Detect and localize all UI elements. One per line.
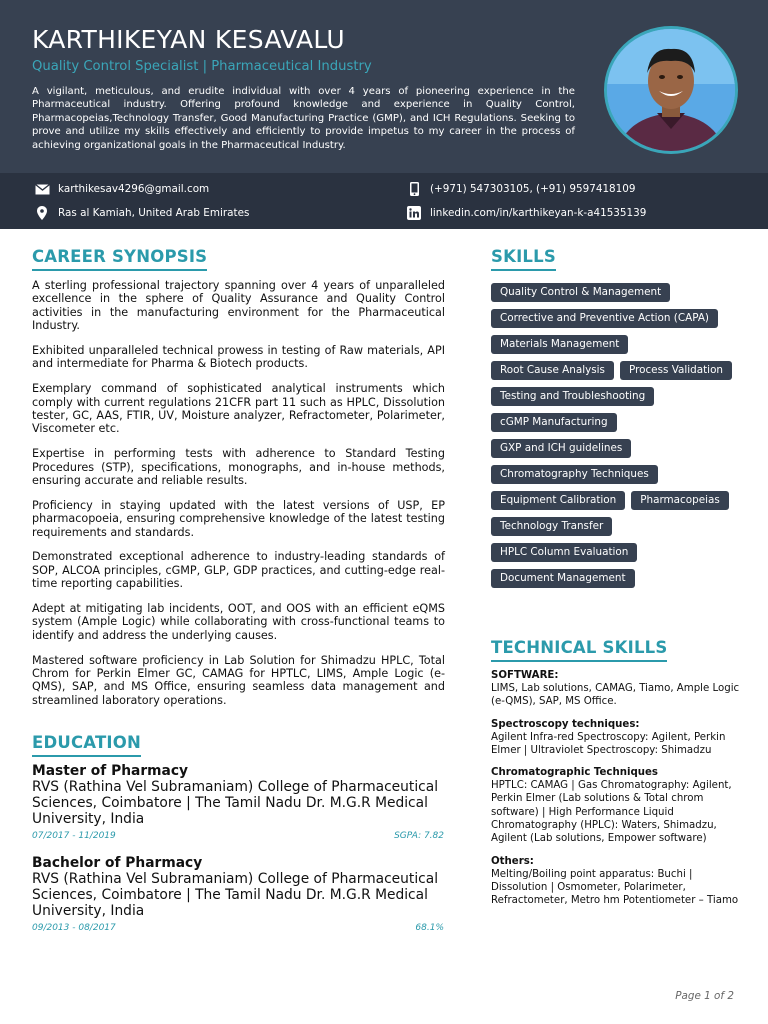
education-entry bbox=[32, 763, 444, 841]
degree-name: Bachelor of Pharmacy bbox=[32, 855, 203, 871]
career-paragraph: Exhibited unparalleled technical prowess in testing of Raw materials, API and intermediate for Pharma & Biotech products. bbox=[32, 344, 445, 371]
education-dates: 07/2017 - 11/2019 bbox=[32, 831, 116, 841]
skill-tag: Corrective and Preventive Action (CAPA) bbox=[491, 309, 718, 328]
career-paragraph: Expertise in performing tests with adherence to Standard Testing Procedures (STP), specifications, monographs, and in-house methods, ensuring accurate and reliable results. bbox=[32, 447, 445, 488]
phone-icon bbox=[406, 182, 422, 196]
career-synopsis-heading: CAREER SYNOPSIS bbox=[32, 247, 207, 271]
candidate-title: Quality Control Specialist | Pharmaceutical Industry bbox=[32, 59, 372, 74]
education-meta bbox=[32, 831, 444, 841]
degree-name: Master of Pharmacy bbox=[32, 763, 189, 779]
skill-tag: Quality Control & Management bbox=[491, 283, 670, 302]
contact-email[interactable] bbox=[34, 182, 209, 196]
email-text: karthikesav4296@gmail.com bbox=[58, 183, 210, 195]
linkedin-text: linkedin.com/in/karthikeyan-k-a41535139 bbox=[430, 207, 647, 219]
tech-group-text: LIMS, Lab solutions, CAMAG, Tiamo, Ample Logic (e-QMS), SAP, MS Office. bbox=[491, 683, 740, 708]
school-name: RVS (Rathina Vel Subramaniam) College of Pharmaceutical Sciences, Coimbatore | The Tamil Nadu Dr. M.G.R Medical University, India bbox=[32, 871, 439, 919]
contact-phone[interactable] bbox=[406, 182, 636, 196]
career-paragraph: Mastered software proficiency in Lab Solution for Shimadzu HPLC, Total Chrom for Perkin Elmer GC, CAMAG for HPTLC, LIMS, Ample Logic (e-QMS), SAP, and MS Office, ensuring seamless data management and streamlined laboratory operations. bbox=[32, 653, 445, 707]
skill-tag: Pharmacopeias bbox=[631, 491, 729, 510]
career-paragraph: Adept at mitigating lab incidents, OOT, and OOS with an efficient eQMS system (Ample Logic) while collaborating with cross-functional teams to identify and address the underlying causes. bbox=[32, 602, 445, 642]
candidate-name: KARTHIKEYAN KESAVALU bbox=[32, 25, 345, 54]
tech-group-label: Chromatographic Techniques bbox=[491, 767, 658, 779]
education-score: 68.1% bbox=[415, 923, 444, 933]
technical-skills-list bbox=[491, 669, 741, 917]
tech-group-text: Melting/Boiling point apparatus: Buchi | Dissolution | Osmometer, Polarimeter, Refractometer, Metro hm Potentiometer – Tiamo bbox=[491, 868, 739, 907]
contact-location bbox=[34, 206, 249, 220]
education-score: SGPA: 7.82 bbox=[394, 831, 444, 841]
education-heading: EDUCATION bbox=[32, 733, 141, 757]
skills-heading: SKILLS bbox=[491, 247, 556, 271]
skill-tag: Root Cause Analysis bbox=[491, 361, 614, 380]
phone-text: (+971) 547303105, (+91) 9597418109 bbox=[430, 183, 636, 195]
tech-group-text: Agilent Infra-red Spectroscopy: Agilent, Perkin Elmer | Ultraviolet Spectroscopy: Shimadzu bbox=[491, 731, 726, 756]
resume-header bbox=[0, 0, 768, 173]
education-meta bbox=[32, 923, 444, 933]
location-text: Ras al Kamiah, United Arab Emirates bbox=[58, 207, 250, 219]
career-paragraph: Proficiency in staying updated with the latest versions of USP, EP pharmacopoeia, ensuring comprehensive knowledge of the latest testing requirements and standards. bbox=[32, 498, 445, 539]
education-entry bbox=[32, 855, 444, 933]
page-number: Page 1 of 2 bbox=[675, 990, 734, 1002]
skill-tag: GXP and ICH guidelines bbox=[491, 439, 631, 458]
technical-skills-heading: TECHNICAL SKILLS bbox=[491, 638, 667, 662]
contact-linkedin[interactable] bbox=[406, 206, 646, 220]
tech-group-text: HPTLC: CAMAG | Gas Chromatography: Agilent, Perkin Elmer (Lab solutions & Total chrom software) | High Performance Liquid Chromatography (HPLC): Waters, Shimadzu, Agilent (Lab solutions, Empower software) bbox=[491, 780, 732, 845]
skill-tag: Process Validation bbox=[620, 361, 732, 380]
skill-tag: Materials Management bbox=[491, 335, 628, 354]
career-synopsis-list bbox=[32, 279, 445, 719]
tech-group-label: Others: bbox=[491, 855, 534, 867]
skill-tag: Document Management bbox=[491, 569, 635, 588]
skill-tag: Equipment Calibration bbox=[491, 491, 625, 510]
location-pin-icon bbox=[34, 206, 50, 220]
tech-group-label: SOFTWARE: bbox=[491, 670, 559, 681]
skill-tag: Chromatography Techniques bbox=[491, 465, 658, 484]
career-paragraph: Demonstrated exceptional adherence to industry-leading standards of SOP, ALCOA principles, cGMP, GLP, GDP practices, and cutting-edge real-time reporting capabilities. bbox=[32, 550, 445, 591]
career-paragraph: Exemplary command of sophisticated analytical instruments which comply with current regulations 21CFR part 11 such as HPLC, Dissolution tester, GC, AAS, FTIR, UV, Moisture analyzer, Refractometer, Polarimeter, Viscometer etc. bbox=[32, 382, 445, 436]
summary-text: A vigilant, meticulous, and erudite individual with over 4 years of pioneering experience in the Pharmaceutical industry. Offering profound knowledge and experience in Quality Control, Pharmacopeias,Technology Transfer, Good Manufacturing Practice (GMP), and ICH Regulations. Seeking to prove and utilize my skills effectively and efficiently to provide impetus to my career in the process of achieving organizational goals in the Pharmaceutical Industry. bbox=[32, 86, 575, 151]
profile-photo bbox=[604, 26, 738, 154]
career-paragraph: A sterling professional trajectory spanning over 4 years of unparalleled excellence in the sphere of Quality Assurance and Quality Control activities in the manufacturing environment for the Pharmaceutical Industry. bbox=[32, 279, 445, 333]
skill-tag: Technology Transfer bbox=[491, 517, 612, 536]
linkedin-icon bbox=[406, 206, 422, 220]
contact-bar bbox=[0, 173, 768, 229]
envelope-icon bbox=[34, 182, 50, 196]
skill-tag: Testing and Troubleshooting bbox=[491, 387, 654, 406]
skill-tag: cGMP Manufacturing bbox=[491, 413, 617, 432]
skill-tag: HPLC Column Evaluation bbox=[491, 543, 637, 562]
tech-group-label: Spectroscopy techniques: bbox=[491, 718, 640, 730]
school-name: RVS (Rathina Vel Subramaniam) College of Pharmaceutical Sciences, Coimbatore | The Tamil Nadu Dr. M.G.R Medical University, India bbox=[32, 779, 439, 827]
education-dates: 09/2013 - 08/2017 bbox=[32, 923, 116, 933]
skills-list bbox=[491, 283, 741, 588]
